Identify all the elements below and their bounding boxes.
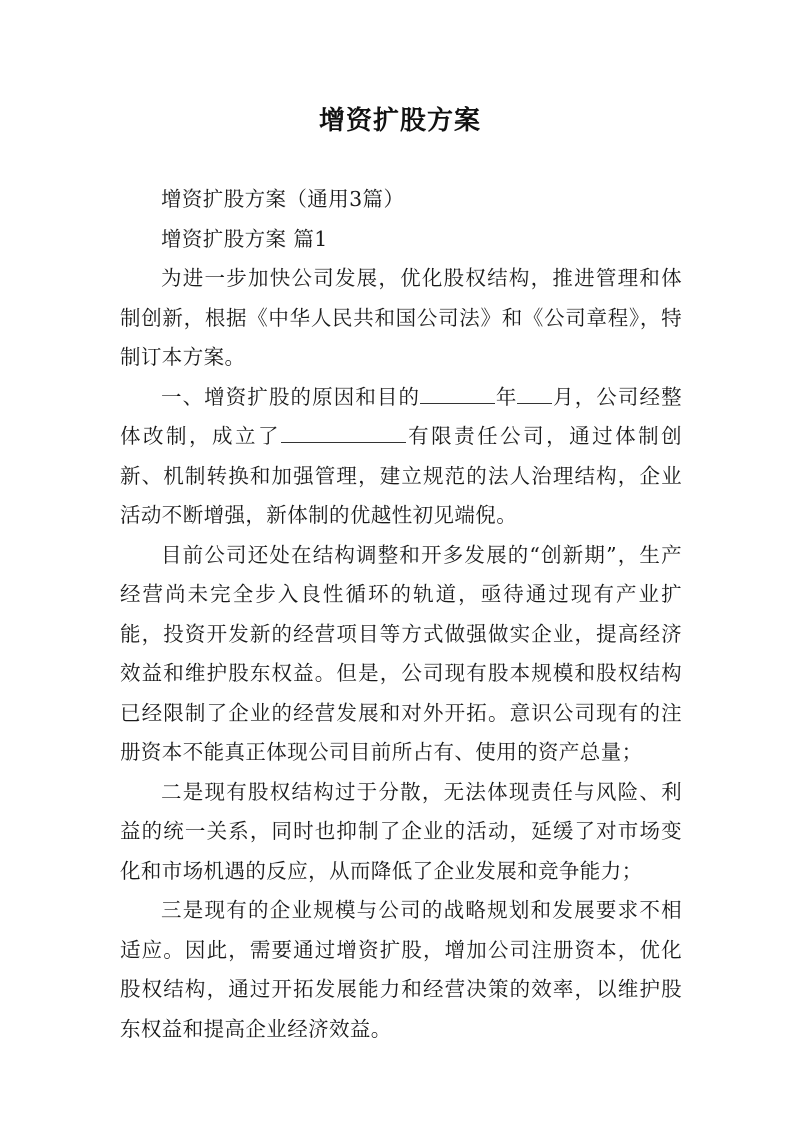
paragraph-current-status: 目前公司还处在结构调整和开多发展的“创新期”，生产经营尚未完全步入良性循环的轨道，亟待通过现有产业扩能，投资开发新的经营项目等方式做强做实企业，提高经济效益和维护股东权益。但是，公司现有股本规模和股权结构已经限制了企业的经营发展和对外开拓。意识公司现有的注册资本不能真正体现公司目前所占有、使用的资产总量； (120, 542, 682, 764)
company-name-blank (281, 420, 406, 443)
document-body (120, 180, 682, 1049)
paragraph-reasons-prefix: 一、增资扩股的原因和目的 (161, 384, 421, 409)
document-title: 增资扩股方案 (318, 106, 481, 136)
paragraph-third-reason: 三是现有的企业规模与公司的战略规划和发展要求不相适应。因此，需要通过增资扩股，增加公司注册资本，优化股权结构，通过开拓发展能力和经营决策的效率，以维护股东权益和提高企业经济效益。 (120, 898, 682, 1041)
month-label: 月，公司经整体改制，成立了 (120, 384, 682, 448)
month-blank (517, 381, 552, 404)
year-label: 年 (495, 384, 518, 409)
paragraph-reasons-rest: 有限责任公司，通过体制创新、机制转换和加强管理，建立规范的法人治理结构，企业活动不断增强，新体制的优越性初见端倪。 (120, 424, 682, 527)
paragraph-second-reason: 二是现有股权结构过于分散，无法体现责任与风险、利益的统一关系，同时也抑制了企业的活动，延缓了对市场变化和市场机遇的反应，从而降低了企业发展和竞争能力； (120, 779, 682, 883)
paragraph-intro: 为进一步加快公司发展，优化股权结构，推进管理和体制创新，根据《中华人民共和国公司法》和《公司章程》，特制订本方案。 (120, 266, 682, 369)
paragraph-reasons (120, 378, 682, 536)
section-heading: 增资扩股方案 篇1 (161, 226, 328, 251)
year-blank (420, 381, 495, 404)
document-subtitle: 增资扩股方案（通用3篇） (161, 187, 405, 211)
